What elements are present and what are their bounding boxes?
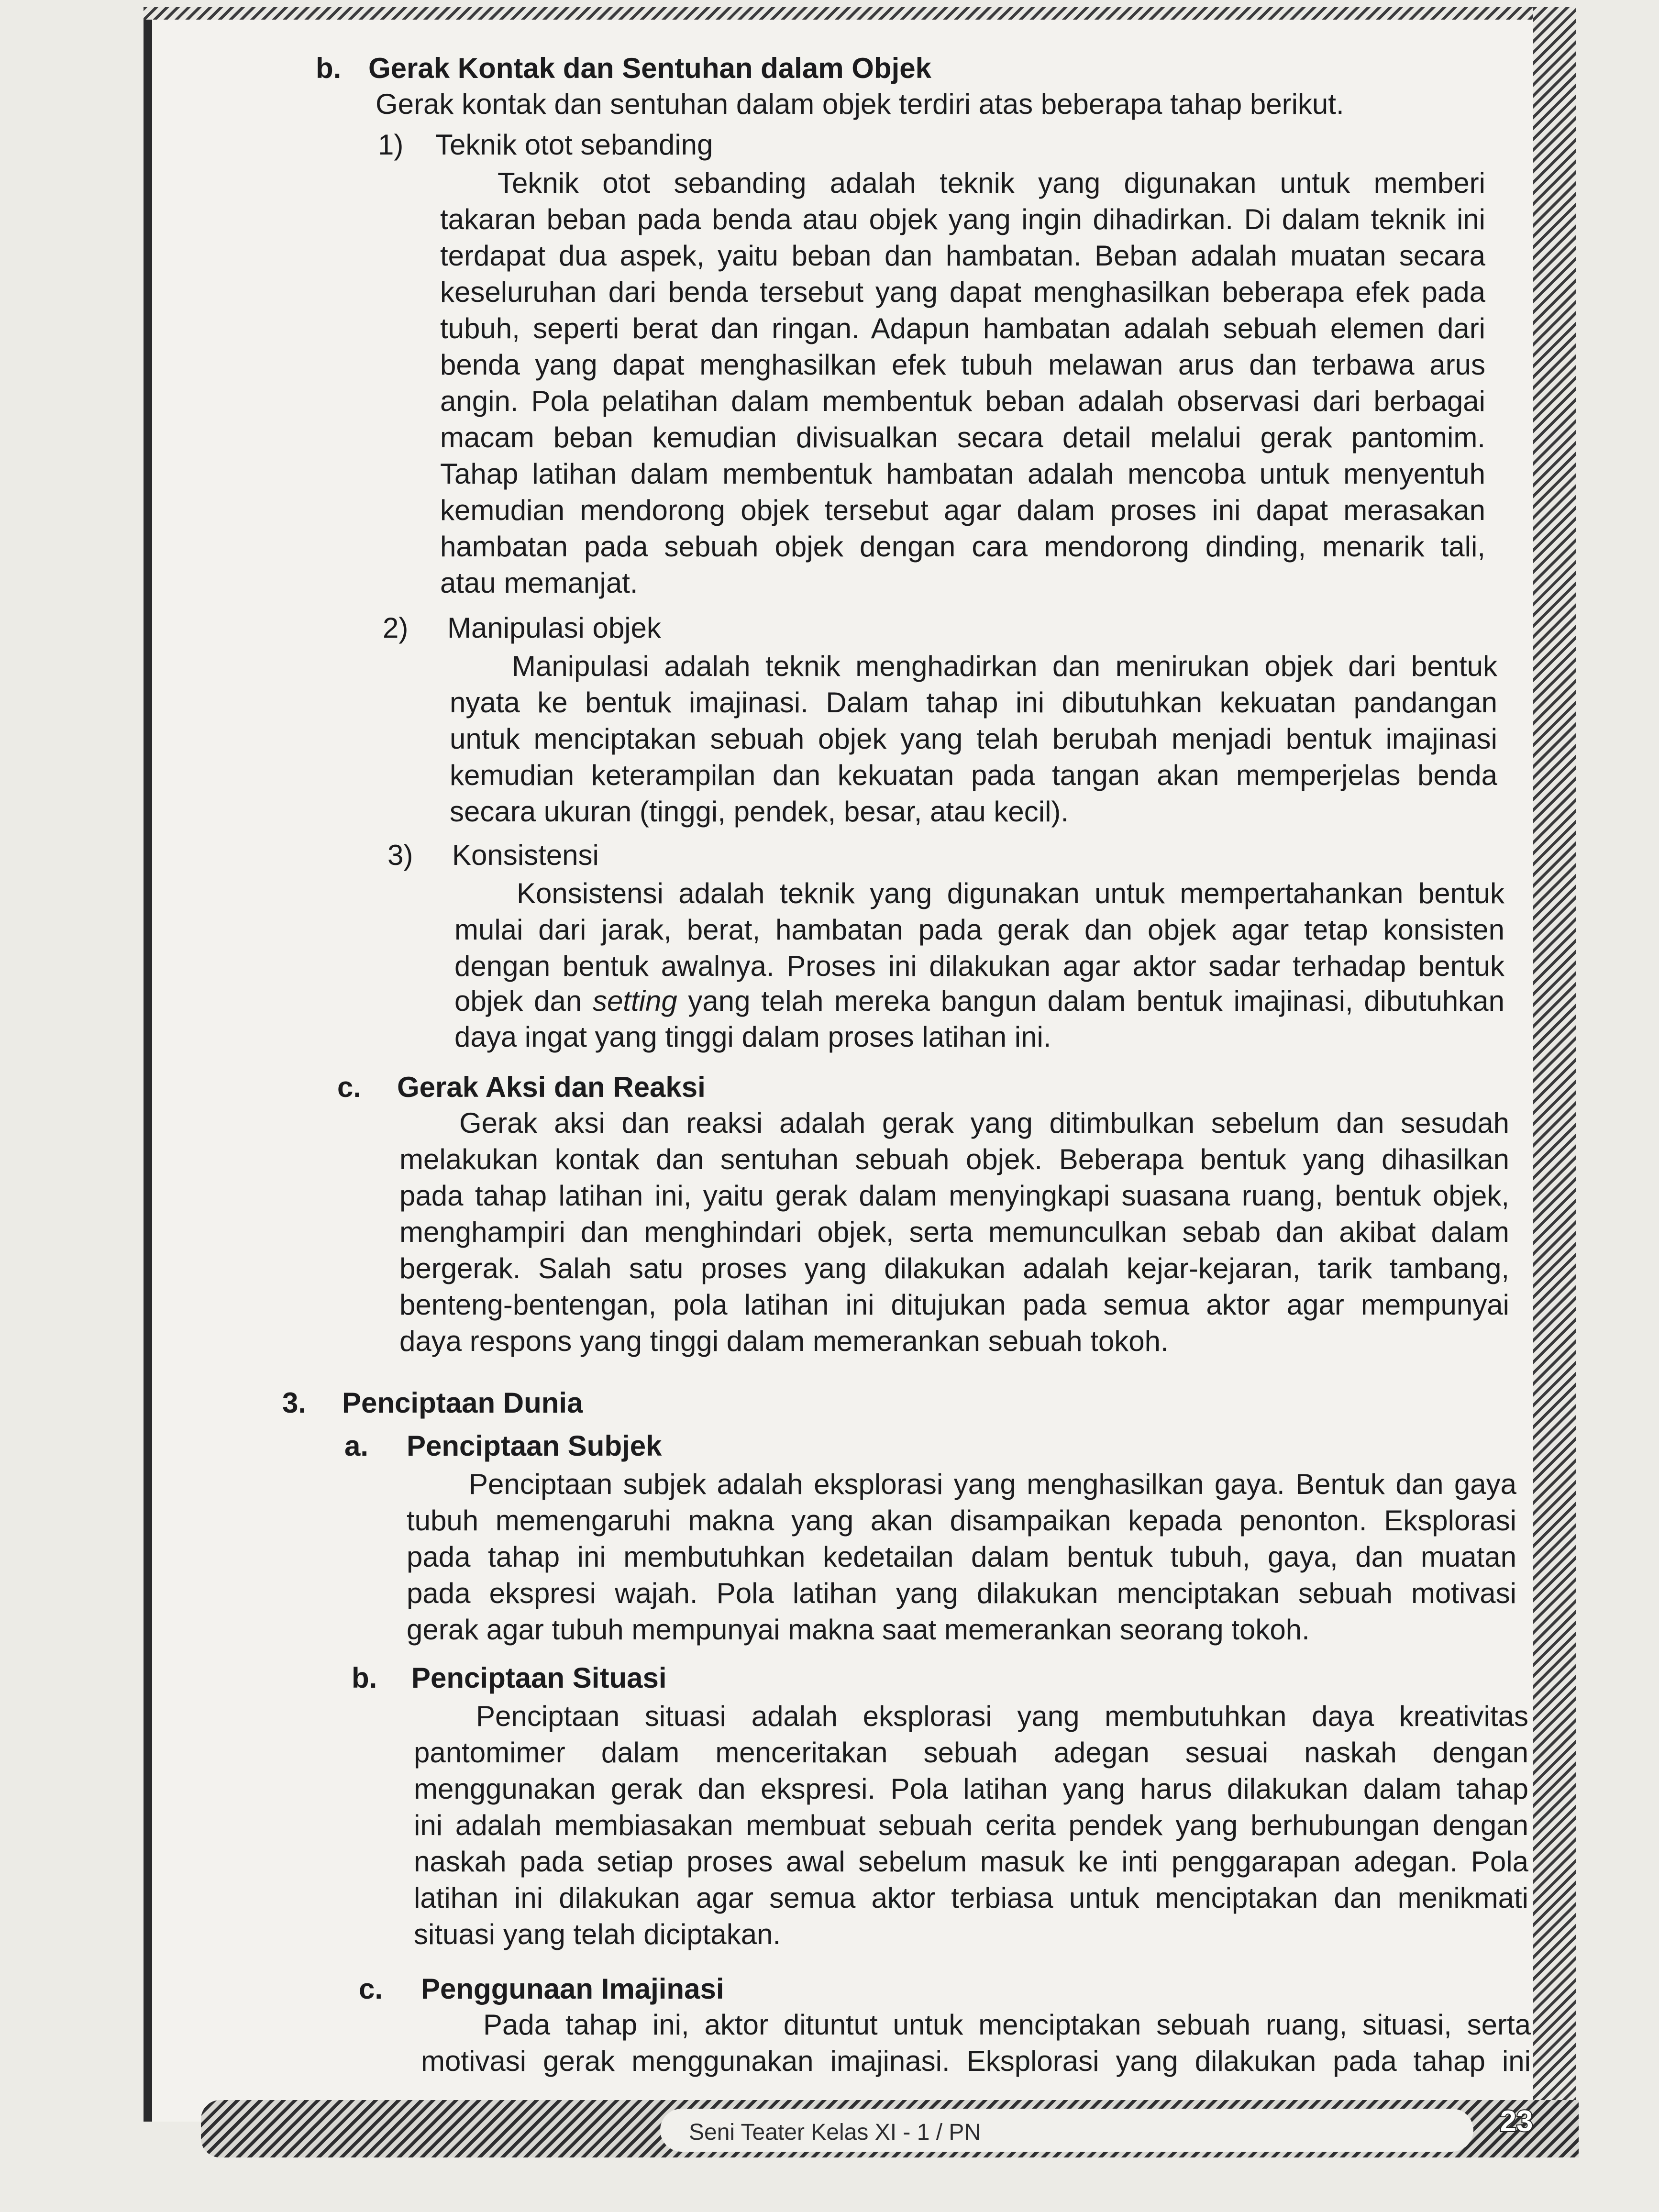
item3-line: mulai dari jarak, berat, hambatan pada gerak dan objek agar tetap konsisten bbox=[454, 914, 1504, 946]
section-3c-marker: c. bbox=[359, 1973, 383, 2005]
s3b-line: situasi yang telah diciptakan. bbox=[414, 1918, 781, 1950]
item1-line: takaran beban pada benda atau objek yang ingin dihadirkan. Di dalam teknik ini bbox=[440, 203, 1485, 235]
s3a-line: pada ekspresi wajah. Pola latihan yang dilakukan menciptakan sebuah motivasi bbox=[407, 1577, 1516, 1609]
secc-line: bergerak. Salah satu proses yang dilakukan adalah kejar-kejaran, tarik tambang, bbox=[399, 1252, 1509, 1284]
s3a-line: Penciptaan subjek adalah eksplorasi yang menghasilkan gaya. Bentuk dan gaya bbox=[469, 1468, 1516, 1500]
s3c-line: motivasi gerak menggunakan imajinasi. Eksplorasi yang dilakukan pada tahap ini bbox=[421, 2045, 1531, 2077]
section-c-heading bbox=[337, 1069, 706, 1106]
item2-line: untuk menciptakan sebuah objek yang telah berubah menjadi bentuk imajinasi bbox=[450, 723, 1497, 755]
s3b-line: latihan ini dilakukan agar semua aktor terbiasa untuk menciptakan dan menikmati bbox=[414, 1882, 1528, 1914]
item2-line: Manipulasi adalah teknik menghadirkan dan menirukan objek dari bentuk bbox=[512, 650, 1497, 682]
secc-line: pada tahap latihan ini, yaitu gerak dalam menyingkapi suasana ruang, bentuk objek, bbox=[399, 1180, 1509, 1212]
item-3-line4-pre: objek dan bbox=[454, 985, 593, 1017]
s3c-line: Pada tahap ini, aktor dituntut untuk menciptakan sebuah ruang, situasi, serta bbox=[483, 2009, 1531, 2041]
item-3-line4-em: setting bbox=[592, 985, 677, 1017]
item1-line: hambatan pada sebuah objek dengan cara mendorong dinding, menarik tali, bbox=[440, 531, 1485, 563]
section-3b-title: Penciptaan Situasi bbox=[411, 1662, 667, 1694]
item1-line: keseluruhan dari benda tersebut yang dapat menghasilkan beberapa efek pada bbox=[440, 276, 1485, 308]
section-b-intro: Gerak kontak dan sentuhan dalam objek terdiri atas beberapa tahap berikut. bbox=[376, 88, 1344, 120]
item1-line: kemudian mendorong objek tersebut agar dalam proses ini dapat merasakan bbox=[440, 494, 1485, 526]
section-3a-marker: a. bbox=[344, 1430, 369, 1462]
secc-line: melakukan kontak dan sentuhan sebuah objek. Beberapa bentuk yang dihasilkan bbox=[399, 1143, 1509, 1175]
item3-line: Konsistensi adalah teknik yang digunakan untuk mempertahankan bentuk bbox=[517, 877, 1504, 909]
secc-line: menghampiri dan menghindari objek, serta memunculkan sebab dan akibat dalam bbox=[399, 1216, 1509, 1248]
item1-line: Tahap latihan dalam membentuk hambatan adalah mencoba untuk menyentuh bbox=[440, 458, 1485, 490]
section-3a-title: Penciptaan Subjek bbox=[407, 1430, 662, 1462]
secc-line: daya respons yang tinggi dalam memerankan sebuah tokoh. bbox=[399, 1325, 1169, 1357]
item2-line: secara ukuran (tinggi, pendek, besar, atau kecil). bbox=[450, 796, 1069, 828]
item1-line: macam beban kemudian divisualkan secara detail melalui gerak pantomim. bbox=[440, 421, 1485, 453]
item-2-number: 2) bbox=[383, 612, 409, 644]
item1-line: atau memanjat. bbox=[440, 567, 638, 599]
section-3-marker: 3. bbox=[282, 1387, 307, 1419]
item-1-number: 1) bbox=[378, 129, 404, 161]
section-c-title: Gerak Aksi dan Reaksi bbox=[397, 1071, 706, 1103]
s3b-line: naskah pada setiap proses awal sebelum masuk ke inti penggarapan adegan. Pola bbox=[414, 1846, 1528, 1878]
item3-line: dengan bentuk awalnya. Proses ini dilakukan agar aktor sadar terhadap bentuk bbox=[454, 950, 1504, 982]
secc-line: Gerak aksi dan reaksi adalah gerak yang ditimbulkan sebelum dan sesudah bbox=[459, 1107, 1509, 1139]
s3b-line: pantomimer dalam menceritakan sebuah adegan sesuai naskah dengan bbox=[414, 1736, 1528, 1769]
section-b-heading bbox=[316, 50, 931, 87]
item-2-heading bbox=[383, 610, 661, 646]
s3a-line: pada tahap ini membutuhkan kedetailan dalam bentuk tubuh, gaya, dan muatan bbox=[407, 1541, 1516, 1573]
item-3-title: Konsistensi bbox=[452, 839, 599, 871]
section-3b-heading bbox=[352, 1660, 667, 1696]
item1-line: benda yang dapat menghasilkan efek tubuh melawan arus dan terbawa arus bbox=[440, 349, 1485, 381]
item-1-title: Teknik otot sebanding bbox=[435, 129, 713, 161]
section-b-title: Gerak Kontak dan Sentuhan dalam Objek bbox=[368, 52, 931, 84]
footer-label: Seni Teater Kelas XI - 1 / PN bbox=[689, 2120, 981, 2145]
section-c-marker: c. bbox=[337, 1071, 362, 1103]
item-1-heading bbox=[378, 127, 713, 163]
item-3-heading bbox=[387, 837, 599, 874]
item-3-line bbox=[454, 983, 1504, 1019]
section-3-heading bbox=[282, 1385, 583, 1421]
s3b-line: menggunakan gerak dan ekspresi. Pola latihan yang harus dilakukan dalam tahap bbox=[414, 1773, 1528, 1805]
item2-line: nyata ke bentuk imajinasi. Dalam tahap ini dibutuhkan kekuatan pandangan bbox=[450, 686, 1497, 719]
section-b-marker: b. bbox=[316, 52, 342, 84]
s3b-line: ini adalah membiasakan membuat sebuah cerita pendek yang berhubungan dengan bbox=[414, 1809, 1528, 1841]
section-3c-title: Penggunaan Imajinasi bbox=[421, 1973, 724, 2005]
item-2-title: Manipulasi objek bbox=[447, 612, 661, 644]
item1-line: Teknik otot sebanding adalah teknik yang digunakan untuk memberi bbox=[498, 167, 1485, 199]
item-3-number: 3) bbox=[387, 839, 413, 871]
page-number: 23 bbox=[1500, 2105, 1533, 2138]
item-3-line4-post: yang telah mereka bangun dalam bentuk imajinasi, dibutuhkan bbox=[677, 985, 1504, 1017]
s3a-line: tubuh memengaruhi makna yang akan disampaikan kepada penonton. Eksplorasi bbox=[407, 1504, 1516, 1537]
item2-line: kemudian keterampilan dan kekuatan pada tangan akan memperjelas benda bbox=[450, 759, 1497, 791]
item-3-line: daya ingat yang tinggi dalam proses latihan ini. bbox=[454, 1021, 1051, 1053]
section-3c-heading bbox=[359, 1971, 724, 2007]
item1-line: angin. Pola pelatihan dalam membentuk beban adalah observasi dari berbagai bbox=[440, 385, 1485, 417]
s3b-line: Penciptaan situasi adalah eksplorasi yang membutuhkan daya kreativitas bbox=[476, 1700, 1528, 1732]
s3a-line: gerak agar tubuh mempunyai makna saat memerankan seorang tokoh. bbox=[407, 1614, 1310, 1646]
secc-line: benteng-bentengan, pola latihan ini ditujukan pada semua aktor agar mempunyai bbox=[399, 1289, 1509, 1321]
item1-line: terdapat dua aspek, yaitu beban dan hambatan. Beban adalah muatan secara bbox=[440, 240, 1485, 272]
section-3-title: Penciptaan Dunia bbox=[342, 1387, 583, 1419]
item1-line: tubuh, seperti berat dan ringan. Adapun hambatan adalah sebuah elemen dari bbox=[440, 312, 1485, 344]
section-3a-heading bbox=[344, 1428, 662, 1464]
section-3b-marker: b. bbox=[352, 1662, 377, 1694]
